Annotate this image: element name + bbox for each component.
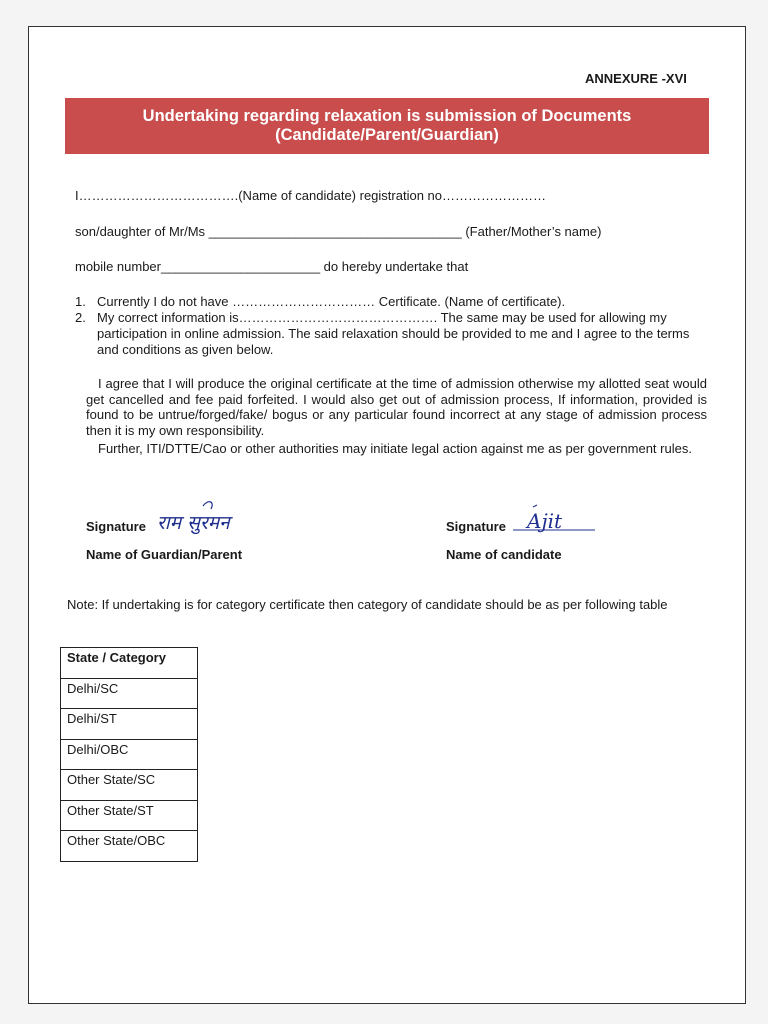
legal-action-paragraph: Further, ITI/DTTE/Cao or other authorities may initiate legal action against me as per government rules. — [98, 441, 692, 456]
mobile-line: mobile number______________________ do hereby undertake that — [75, 259, 469, 274]
table-row — [61, 739, 198, 770]
list-number: 2. — [75, 310, 86, 325]
guardian-signature — [153, 497, 273, 539]
candidate-signature-text: Ajit — [527, 509, 563, 533]
candidate-name-label: Name of candidate — [446, 547, 562, 562]
table-row — [61, 678, 198, 709]
table-header: State / Category — [61, 648, 198, 679]
candidate-signature-label: Signature — [446, 519, 506, 534]
table-row — [61, 800, 198, 831]
table-row — [61, 831, 198, 862]
table-cell: Other State/OBC — [61, 831, 198, 862]
candidate-name-line: I……………………………….(Name of candidate) registration no…………………… — [75, 188, 546, 203]
agreement-paragraph: I agree that I will produce the original certificate at the time of admission otherwise my allotted seat would get cancelled and fee paid forfeited. I would also get out of admission process, If information, provided is found to be untrue/forged/fake/ bogus or any particular found incorrect at any stage of admission process then it is my own responsibility. — [86, 376, 707, 438]
title-line-1: Undertaking regarding relaxation is submission of Documents — [142, 107, 632, 125]
table-cell: Other State/ST — [61, 800, 198, 831]
table-cell: Delhi/ST — [61, 709, 198, 740]
annexure-label: ANNEXURE -XVI — [585, 71, 687, 86]
table-row — [61, 770, 198, 801]
guardian-name-label: Name of Guardian/Parent — [86, 547, 243, 562]
list-text: Currently I do not have …………………………… Certificate. (Name of certificate). — [97, 294, 566, 309]
table-cell: Delhi/SC — [61, 678, 198, 709]
table-header-row — [61, 648, 198, 679]
title-line-2: (Candidate/Parent/Guardian) — [275, 126, 499, 144]
list-item — [75, 294, 695, 310]
parent-name-line: son/daughter of Mr/Ms ___________________________________ (Father/Mother’s name) — [75, 224, 602, 239]
candidate-signature — [513, 503, 603, 543]
list-text: My correct information is………………………………………. The same may be used for allowing my participation in online admission. The said relaxation should be provided to me and I agree to the terms and conditions as given below. — [97, 310, 690, 357]
list-number: 1. — [75, 294, 86, 309]
category-note: Note: If undertaking is for category certificate then category of candidate should be as per following table — [67, 597, 668, 612]
table-cell: Delhi/OBC — [61, 739, 198, 770]
list-item — [75, 310, 695, 358]
table-cell: Other State/SC — [61, 770, 198, 801]
title-banner — [65, 98, 709, 154]
category-table — [60, 647, 198, 862]
guardian-signature-text: राम सुरमन — [157, 512, 230, 534]
guardian-signature-label: Signature — [86, 519, 146, 534]
table-row — [61, 709, 198, 740]
undertaking-list — [75, 294, 695, 358]
